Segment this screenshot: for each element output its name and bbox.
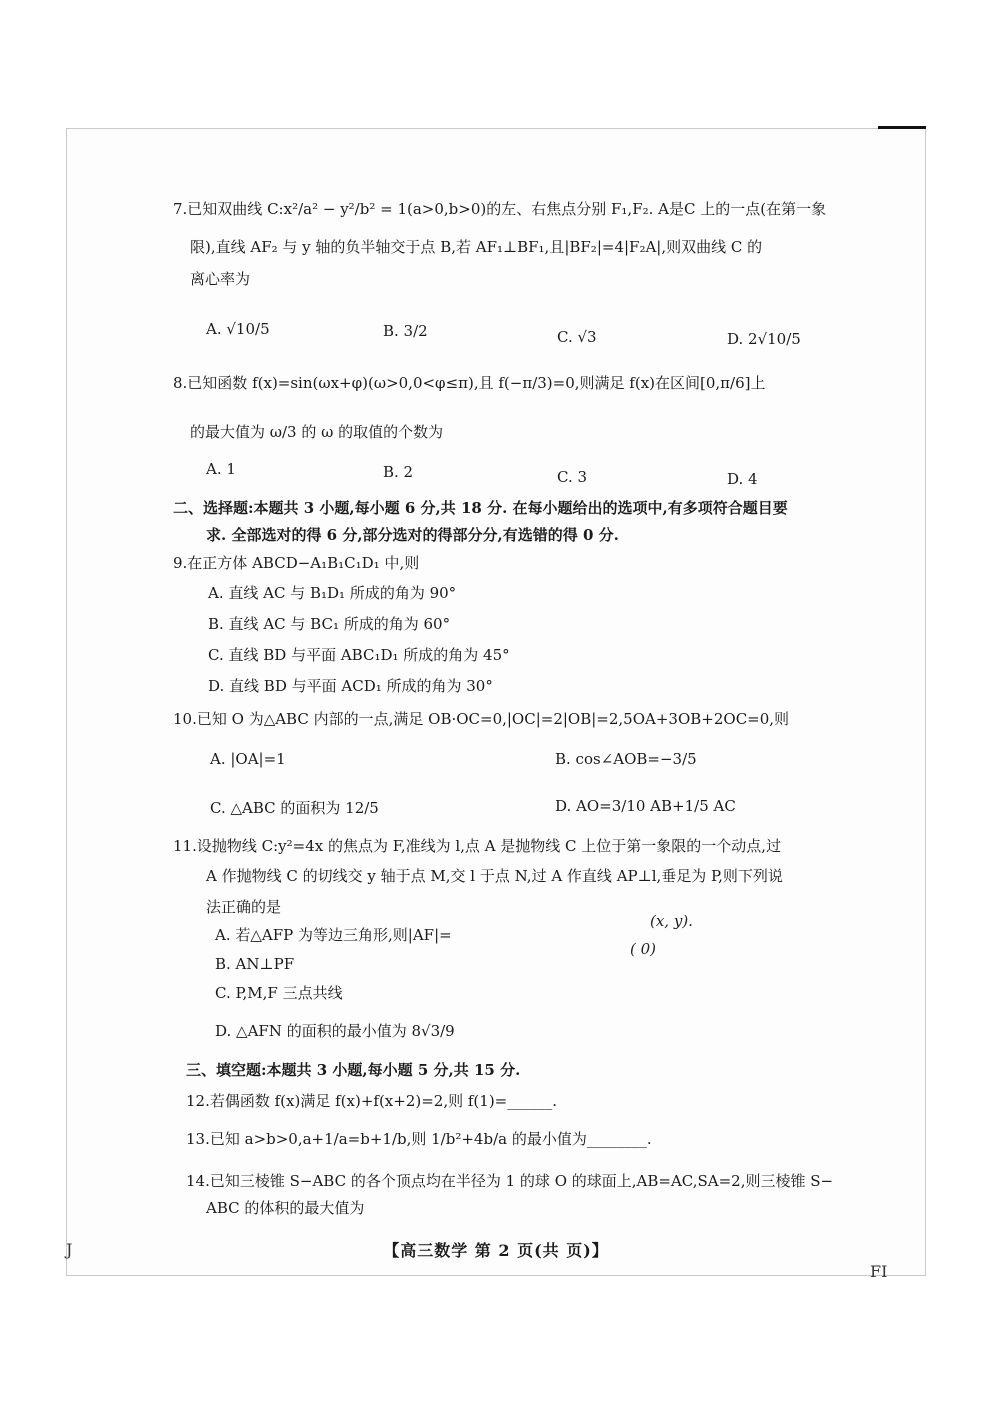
q14-line-2: ABC 的体积的最大值为 xyxy=(206,1199,365,1217)
handwritten-note-1: (x, y). xyxy=(650,912,693,930)
q11-line-3: 法正确的是 xyxy=(206,898,282,916)
q14-line-1: 14.已知三棱锥 S−ABC 的各个顶点均在半径为 1 的球 O 的球面上,AB=AC,SA=2,则三棱锥 S− xyxy=(186,1172,834,1190)
q7-line-1: 7.已知双曲线 C:x²/a² − y²/b² = 1(a>0,b>0)的左、右焦点分别 F₁,F₂. A是C 上的一点(在第一象 xyxy=(173,200,827,218)
q10-option-b: B. cos∠AOB=−3/5 xyxy=(555,750,697,768)
q11-line-1: 11.设抛物线 C:y²=4x 的焦点为 F,准线为 l,点 A 是抛物线 C 上位于第一象限的一个动点,过 xyxy=(173,837,782,855)
q7-option-c: C. √3 xyxy=(557,328,597,346)
q10-option-a: A. |OA|=1 xyxy=(210,750,286,768)
right-edge-mark: FI xyxy=(870,1262,888,1281)
corner-mark xyxy=(878,126,926,129)
q11-option-a: A. 若△AFP 为等边三角形,则|AF|= xyxy=(215,926,452,944)
q9-option-b: B. 直线 AC 与 BC₁ 所成的角为 60° xyxy=(208,615,451,633)
section-2-heading-line-2: 求. 全部选对的得 6 分,部分选对的得部分分,有选错的得 0 分. xyxy=(206,526,619,544)
q7-line-2: 限),直线 AF₂ 与 y 轴的负半轴交于点 B,若 AF₁⊥BF₁,且|BF₂|=4|F₂A|,则双曲线 C 的 xyxy=(190,238,763,256)
q9-option-a: A. 直线 AC 与 B₁D₁ 所成的角为 90° xyxy=(208,584,457,602)
q10-option-d: D. AO=3/10 AB+1/5 AC xyxy=(555,797,736,815)
q11-line-2: A 作抛物线 C 的切线交 y 轴于点 M,交 l 于点 N,过 A 作直线 AP⊥l,垂足为 P,则下列说 xyxy=(206,867,783,885)
q8-option-c: C. 3 xyxy=(557,468,588,486)
handwritten-note-2: ( 0) xyxy=(630,940,657,958)
q8-option-b: B. 2 xyxy=(383,463,414,481)
q8-option-a: A. 1 xyxy=(206,460,236,478)
left-edge-mark: J xyxy=(66,1240,73,1259)
q13-text: 13.已知 a>b>0,a+1/a=b+1/b,则 1/b²+4b/a 的最小值为________. xyxy=(186,1130,652,1148)
page-footer: 【高三数学 第 2 页(共 页)】 xyxy=(383,1241,609,1260)
q10-option-c: C. △ABC 的面积为 12/5 xyxy=(210,799,379,817)
section-2-heading-line-1: 二、选择题:本题共 3 小题,每小题 6 分,共 18 分. 在每小题给出的选项中,有多项符合题目要 xyxy=(173,499,788,517)
q8-line-2: 的最大值为 ω/3 的 ω 的取值的个数为 xyxy=(190,423,444,441)
q7-option-d: D. 2√10/5 xyxy=(727,330,801,348)
q8-option-d: D. 4 xyxy=(727,470,758,488)
q12-text: 12.若偶函数 f(x)满足 f(x)+f(x+2)=2,则 f(1)=______. xyxy=(186,1092,558,1110)
q9-stem: 9.在正方体 ABCD−A₁B₁C₁D₁ 中,则 xyxy=(173,554,420,572)
q7-option-b: B. 3/2 xyxy=(383,322,428,340)
q11-option-b: B. AN⊥PF xyxy=(215,955,295,973)
q7-option-a: A. √10/5 xyxy=(206,320,270,338)
q11-option-c: C. P,M,F 三点共线 xyxy=(215,984,343,1002)
q10-stem: 10.已知 O 为△ABC 内部的一点,满足 OB·OC=0,|OC|=2|OB|=2,5OA+3OB+2OC=0,则 xyxy=(173,710,790,728)
q7-line-3: 离心率为 xyxy=(190,270,251,288)
q8-line-1: 8.已知函数 f(x)=sin(ωx+φ)(ω>0,0<φ≤π),且 f(−π/3)=0,则满足 f(x)在区间[0,π/6]上 xyxy=(173,374,766,392)
q9-option-d: D. 直线 BD 与平面 ACD₁ 所成的角为 30° xyxy=(208,677,493,695)
q9-option-c: C. 直线 BD 与平面 ABC₁D₁ 所成的角为 45° xyxy=(208,646,510,664)
q11-option-d: D. △AFN 的面积的最小值为 8√3/9 xyxy=(215,1022,455,1040)
section-3-heading: 三、填空题:本题共 3 小题,每小题 5 分,共 15 分. xyxy=(186,1061,521,1079)
